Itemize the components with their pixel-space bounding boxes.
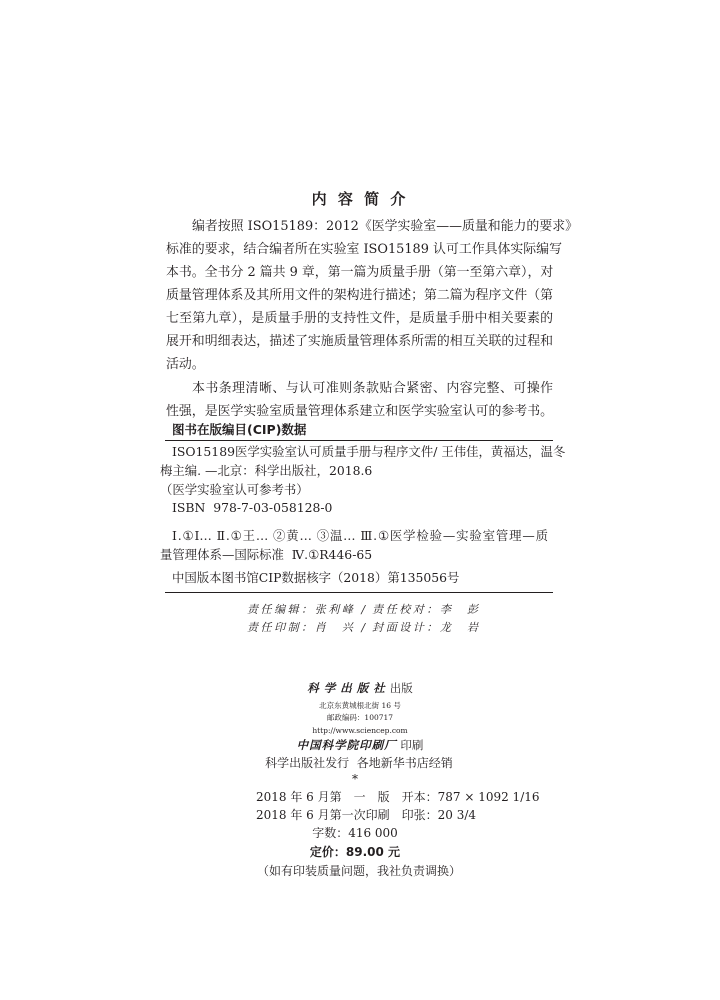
printing-info: 2018 年 6 月第一次印刷 印张：20 3/4 (256, 808, 477, 822)
summary-line: 七至第九章），是质量手册的支持性文件，是质量手册中相关要素的 (166, 311, 553, 326)
cip-classification-line: 量管理体系—国际标准 Ⅳ.①R446-65 (160, 547, 373, 562)
summary-line: 本书。全书分 2 篇共 9 章，第一篇为质量手册（第一至第六章），对 (166, 265, 554, 280)
cip-header: 图书在版编目(CIP)数据 (172, 422, 307, 437)
cip-classification-line: Ⅰ.①I… Ⅱ.①王… ②黄… ③温… Ⅲ.①医学检验—实验室管理—质 (172, 528, 548, 543)
publisher-line (260, 680, 460, 696)
publisher-postcode: 邮政编码：100717 (326, 713, 394, 722)
printer-action: 印刷 (400, 738, 424, 752)
cip-line: 梅主编. —北京：科学出版社，2018.6 (160, 463, 373, 478)
cip-isbn: ISBN 978-7-03-058128-0 (172, 500, 333, 515)
publisher-action: 出版 (389, 681, 413, 695)
cip-number: 中国版本图书馆CIP数据核字（2018）第135056号 (172, 570, 460, 585)
summary-line: 标准的要求，结合编者所在实验室 ISO15189 认可工作具体实际编写 (166, 242, 562, 257)
word-count: 字数：416 000 (312, 826, 398, 840)
publisher-address: 北京东黄城根北街 16 号 (319, 701, 401, 710)
summary-line: 性强，是医学实验室质量管理体系建立和医学实验室认可的参考书。 (166, 404, 553, 419)
cip-line: ISO15189医学实验室认可质量手册与程序文件/ 王伟佳，黄福达，温冬 (172, 444, 566, 459)
edition-info: 2018 年 6 月第 一 版 开本：787 × 1092 1/16 (256, 790, 540, 804)
printer-line (260, 737, 460, 753)
summary-line: 编者按照 ISO15189：2012《医学实验室——质量和能力的要求》 (192, 219, 578, 234)
cip-top-rule (165, 440, 553, 441)
separator-star: * (352, 772, 358, 786)
publisher-website: http://www.sciencep.com (312, 726, 408, 735)
distribution: 科学出版社发行 各地新华书店经销 (265, 756, 453, 770)
quality-notice: （如有印装质量问题，我社负责调换） (256, 864, 461, 878)
summary-line: 本书条理清晰、与认可准则条款贴合紧密、内容完整、可操作 (192, 381, 553, 396)
cip-series: （医学实验室认可参考书） (160, 482, 309, 497)
summary-line: 质量管理体系及其所用文件的架构进行描述；第二篇为程序文件（第 (166, 288, 553, 303)
credits-production: 责任印制：肖 兴 / 封面设计：龙 岩 (247, 621, 479, 634)
price: 定价：89.00 元 (309, 845, 401, 859)
summary-line: 展开和明细表达，描述了实施质量管理体系所需的相互关联的过程和 (166, 334, 553, 349)
cip-bottom-rule (165, 592, 553, 593)
credits-editors: 责任编辑：张利峰 / 责任校对：李 彭 (247, 603, 479, 616)
summary-line: 活动。 (166, 357, 205, 372)
summary-title: 内 容 简 介 (311, 190, 409, 208)
printer-logo: 中国科学院印刷厂 (296, 738, 397, 752)
publisher-logo: 科学出版社 (307, 681, 390, 695)
